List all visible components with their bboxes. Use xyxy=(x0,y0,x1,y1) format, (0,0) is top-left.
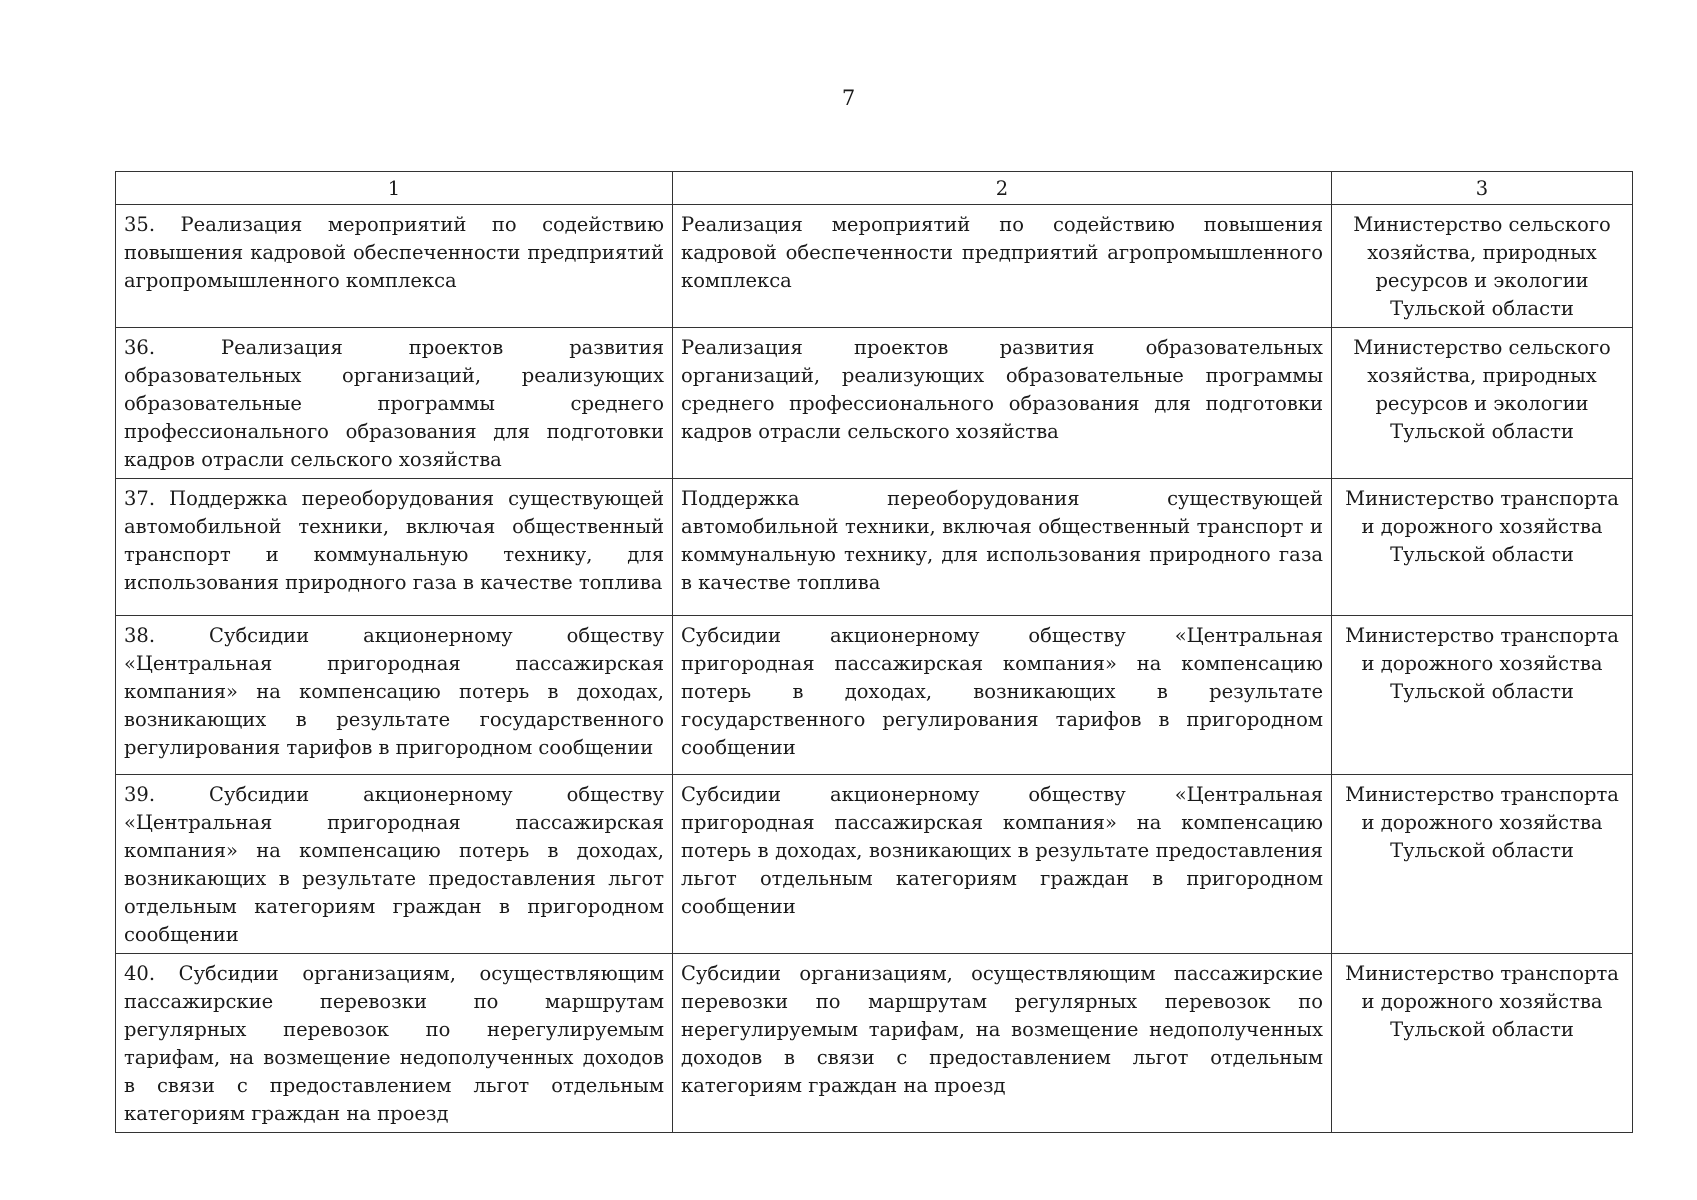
measure-description-cell: Субсидии акционерному обществу «Центральная пригородная пассажирская компания» на компенсацию потерь в доходах, возникающих в результате государственного регулирования тарифов в пригородном сообщении xyxy=(673,616,1332,775)
table-row xyxy=(116,616,1633,775)
measure-description-cell: Субсидии акционерному обществу «Центральная пригородная пассажирская компания» на компенсацию потерь в доходах, возникающих в результате предоставления льгот отдельным категориям граждан в пригородном сообщении xyxy=(673,775,1332,954)
table-row xyxy=(116,205,1633,328)
responsible-executor-cell: Министерство транспорта и дорожного хозяйства Тульской области xyxy=(1332,775,1633,954)
measure-name-cell: 35. Реализация мероприятий по содействию повышения кадровой обеспеченности предприятий агропромышленного комплекса xyxy=(116,205,673,328)
measure-description-cell: Поддержка переоборудования существующей автомобильной техники, включая общественный транспорт и коммунальную технику, для использования природного газа в качестве топлива xyxy=(673,479,1332,616)
measure-name-cell: 36. Реализация проектов развития образовательных организаций, реализующих образовательные программы среднего профессионального образования для подготовки кадров отрасли сельского хозяйства xyxy=(116,328,673,479)
table-row xyxy=(116,954,1633,1133)
measure-description-cell: Субсидии организациям, осуществляющим пассажирские перевозки по маршрутам регулярных перевозок по нерегулируемым тарифам, на возмещение недополученных доходов в связи с предоставлением льгот отдельным категориям граждан на проезд xyxy=(673,954,1332,1133)
responsible-executor-cell: Министерство сельского хозяйства, природных ресурсов и экологии Тульской области xyxy=(1332,205,1633,328)
measure-name-cell: 37. Поддержка переоборудования существующей автомобильной техники, включая общественный транспорт и коммунальную технику, для использования природного газа в качестве топлива xyxy=(116,479,673,616)
measures-table xyxy=(115,171,1633,1133)
page-number: 7 xyxy=(841,86,856,110)
table-row xyxy=(116,775,1633,954)
table-header-row xyxy=(116,172,1633,205)
measure-name-cell: 38. Субсидии акционерному обществу «Центральная пригородная пассажирская компания» на компенсацию потерь в доходах, возникающих в результате государственного регулирования тарифов в пригородном сообщении xyxy=(116,616,673,775)
table-row xyxy=(116,328,1633,479)
measure-description-cell: Реализация проектов развития образовательных организаций, реализующих образовательные программы среднего профессионального образования для подготовки кадров отрасли сельского хозяйства xyxy=(673,328,1332,479)
column-header-3: 3 xyxy=(1332,172,1633,205)
responsible-executor-cell: Министерство сельского хозяйства, природных ресурсов и экологии Тульской области xyxy=(1332,328,1633,479)
responsible-executor-cell: Министерство транспорта и дорожного хозяйства Тульской области xyxy=(1332,616,1633,775)
measure-description-cell: Реализация мероприятий по содействию повышения кадровой обеспеченности предприятий агропромышленного комплекса xyxy=(673,205,1332,328)
responsible-executor-cell: Министерство транспорта и дорожного хозяйства Тульской области xyxy=(1332,479,1633,616)
measure-name-cell: 39. Субсидии акционерному обществу «Центральная пригородная пассажирская компания» на компенсацию потерь в доходах, возникающих в результате предоставления льгот отдельным категориям граждан в пригородном сообщении xyxy=(116,775,673,954)
column-header-2: 2 xyxy=(673,172,1332,205)
table-row xyxy=(116,479,1633,616)
column-header-1: 1 xyxy=(116,172,673,205)
measure-name-cell: 40. Субсидии организациям, осуществляющим пассажирские перевозки по маршрутам регулярных перевозок по нерегулируемым тарифам, на возмещение недополученных доходов в связи с предоставлением льгот отдельным категориям граждан на проезд xyxy=(116,954,673,1133)
responsible-executor-cell: Министерство транспорта и дорожного хозяйства Тульской области xyxy=(1332,954,1633,1133)
